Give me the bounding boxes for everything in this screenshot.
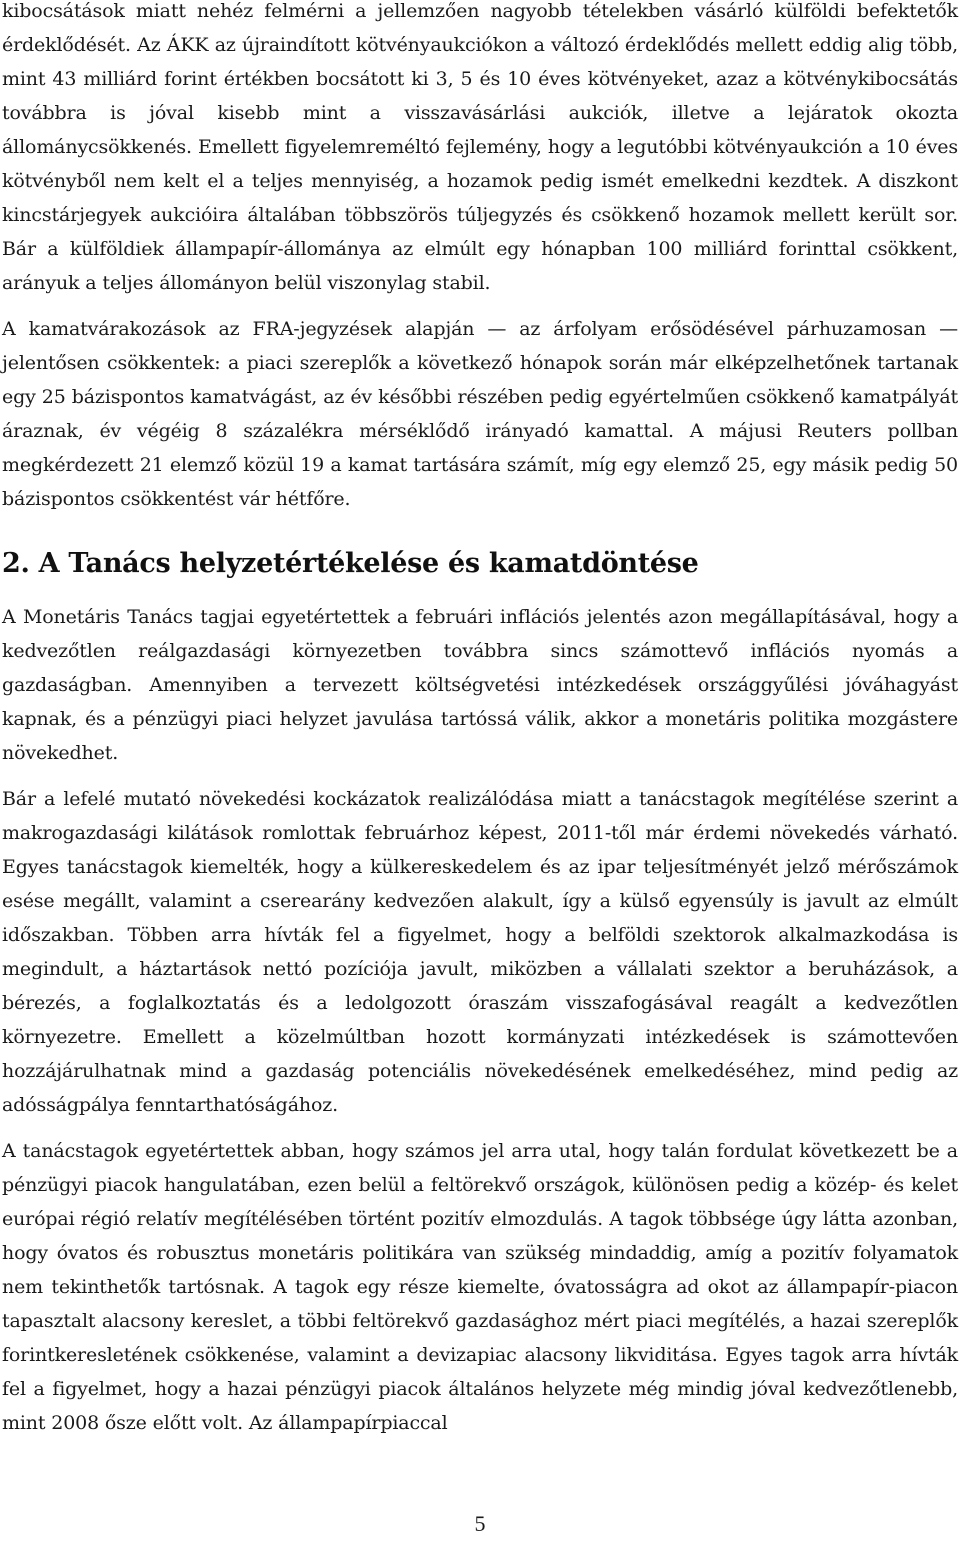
- page-number: 5: [474, 1511, 486, 1536]
- paragraph-continued: kibocsátások miatt nehéz felmérni a jellemzően nagyobb tételekben vásárló külföldi befektetők érdeklődését. Az ÁKK az újraindított kötvényaukciókon a változó érdeklődés mellett eddig alig több, mint 43 milliárd forint értékben bocsátott ki 3, 5 és 10 éves kötvényeket, azaz a kötvénykibocsátás továbbra is jóval kisebb mint a visszavásárlási aukciók, illetve a lejáratok okozta állománycsökkenés. Emellett figyelemreméltó fejlemény, hogy a legutóbbi kötvényaukción a 10 éves kötvényből nem kelt el a teljes mennyiség, a hozamok pedig ismét emelkedni kezdtek. A diszkont kincstárjegyek aukcióira általában többszörös túljegyzés és csökkenő hozamok mellett került sor. Bár a külföldiek állampapír-állománya az elmúlt egy hónapban 100 milliárd forinttal csökkent, arányuk a teljes állományon belül viszonylag stabil.: [2, 0, 958, 294]
- paragraph-rate-expectations: A kamatvárakozások az FRA-jegyzések alapján — az árfolyam erősödésével párhuzamosan — jelentősen csökkentek: a piaci szereplők a következő hónapok során már elképzelhetőnek tartanak egy 25 bázispontos kamatvágást, az év későbbi részében pedig egyértelműen csökkenő kamatpályát áraznak, év végéig 8 százalékra mérséklődő irányadó kamattal. A májusi Reuters pollban megkérdezett 21 elemző közül 19 a kamat tartására számít, míg egy elemző 25, egy másik pedig 50 bázispontos csökkentést vár hétfőre.: [2, 318, 958, 510]
- section-heading: 2. A Tanács helyzetértékelése és kamatdöntése: [2, 548, 699, 579]
- paragraph-market-sentiment: A tanácstagok egyetértettek abban, hogy számos jel arra utal, hogy talán fordulat következett be a pénzügyi piacok hangulatában, ezen belül a feltörekvő országok, különösen pedig a közép- és kelet európai régió relatív megítélésében történt pozitív elmozdulás. A tagok többsége úgy látta azonban, hogy óvatos és robusztus monetáris politikára van szükség mindaddig, amíg a pozitív folyamatok nem tekinthetők tartósnak. A tagok egy része kiemelte, óvatosságra ad okot az állampapír-piacon tapasztalt alacsony kereslet, a többi feltörekvő gazdasághoz mért piaci megítélés, a hazai szereplők forintkeresletének csökkenése, valamint a devizapiac alacsony likviditása. Egyes tagok arra hívták fel a figyelmet, hogy a hazai pénzügyi piacok általános helyzete még mindig jóval kedvezőtlenebb, mint 2008 ősze előtt volt. Az állampapírpiaccal: [2, 1140, 958, 1434]
- document-page: [2, 0, 958, 1440]
- paragraph-growth-risks: Bár a lefelé mutató növekedési kockázatok realizálódása miatt a tanácstagok megítélése szerint a makrogazdasági kilátások romlottak februárhoz képest, 2011-től már érdemi növekedés várható. Egyes tanácstagok kiemelték, hogy a külkereskedelem és az ipar teljesítményét jelző mérőszámok esése megállt, valamint a cserearány kedvezően alakult, így a külső egyensúly is javult az elmúlt időszakban. Többen arra hívták fel a figyelmet, hogy a belföldi szektorok alkalmazkodása is megindult, a háztartások nettó pozíciója javult, miközben a vállalati szektor a beruházások, a bérezés, a foglalkoztatás és a ledolgozott óraszám visszafogásával reagált a kedvezőtlen környezetre. Emellett a közelmúltban hozott kormányzati intézkedések is számottevően hozzájárulhatnak mind a gazdaság potenciális növekedésének emelkedéséhez, mind pedig az adósságpálya fenntarthatóságához.: [2, 788, 958, 1116]
- paragraph-council-assessment: A Monetáris Tanács tagjai egyetértettek a februári inflációs jelentés azon megállapításával, hogy a kedvezőtlen reálgazdasági környezetben továbbra sincs számottevő inflációs nyomás a gazdaságban. Amennyiben a tervezett költségvetési intézkedések országgyűlési jóváhagyást kapnak, és a pénzügyi piaci helyzet javulása tartóssá válik, akkor a monetáris politika mozgástere növekedhet.: [2, 606, 958, 764]
